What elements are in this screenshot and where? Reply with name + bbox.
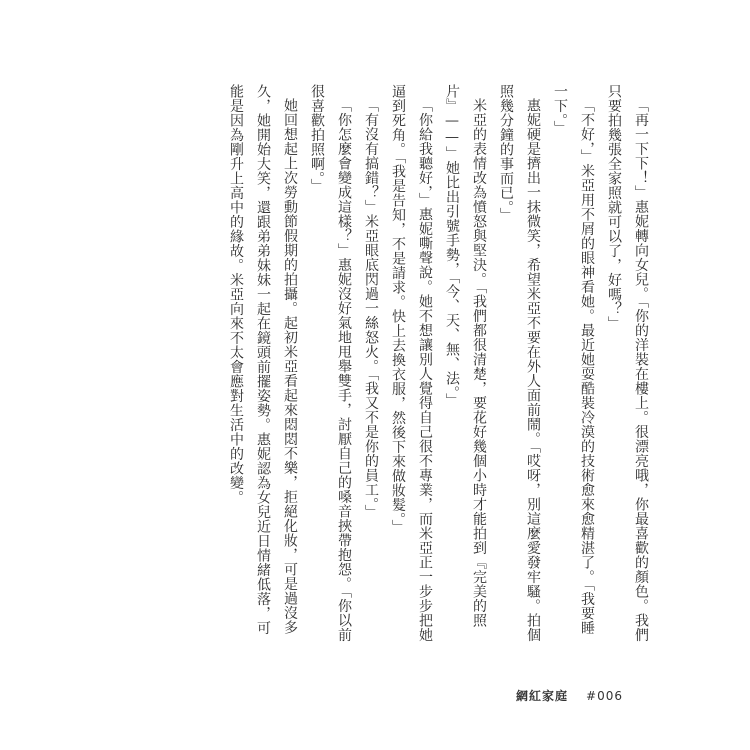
body-text (94, 84, 654, 644)
page-footer (516, 687, 623, 704)
paragraph-3: 惠妮硬是擠出一抹微笑，希望米亞不要在外人面前鬧。「哎呀，別這麼愛發牢騷。拍個照幾分鐘的事而已。」 (498, 84, 541, 642)
paragraph-2: 「不好，」米亞用不屑的眼神看她。最近她耍酷裝冷漠的技術愈來愈精湛了。「我要睡一下。」 (552, 84, 595, 635)
paragraph-7: 「你怎麼會變成這樣？」惠妮沒好氣地甩舉雙手，討厭自己的嗓音挾帶抱怨。「你以前很喜歡拍照啊。」 (309, 84, 352, 642)
paragraph-1: 「再一下下！」惠妮轉向女兒。「你的洋裝在樓上。很漂亮哦，你最喜歡的顏色。我們只要拍幾張全家照就可以了，好嗎？」 (606, 84, 649, 642)
running-title: 網紅家庭 (516, 689, 569, 703)
page-number: #006 (586, 689, 623, 703)
paragraph-8: 她回想起上次勞動節假期的拍攝。起初米亞看起來悶悶不樂，拒絕化妝，可是過沒多久，她開始大笑，還跟弟弟妹妹一起在鏡頭前擺姿勢。惠妮認為女兒近日情緒低落，可能是因為剛升上高中的緣故。米亞向來不太會應對生活中的改變。 (228, 84, 298, 635)
paragraph-4: 米亞的表情改為憤怒與堅決。「我們都很清楚，要花好幾個小時才能拍到『完美的照片』——」她比出引號手勢，「今、天、無、法。」 (444, 84, 487, 628)
paragraph-5: 「你給我聽好，」惠妮嘶聲說。她不想讓別人覺得自己很不專業，而米亞正一步步把她逼到死角。「我是告知，不是請求。快上去換衣服，然後下來做妝髮。」 (390, 84, 433, 642)
paragraph-6: 「有沒有搞錯？」米亞眼底閃過一絲怒火。「我又不是你的員工。」 (363, 98, 379, 519)
